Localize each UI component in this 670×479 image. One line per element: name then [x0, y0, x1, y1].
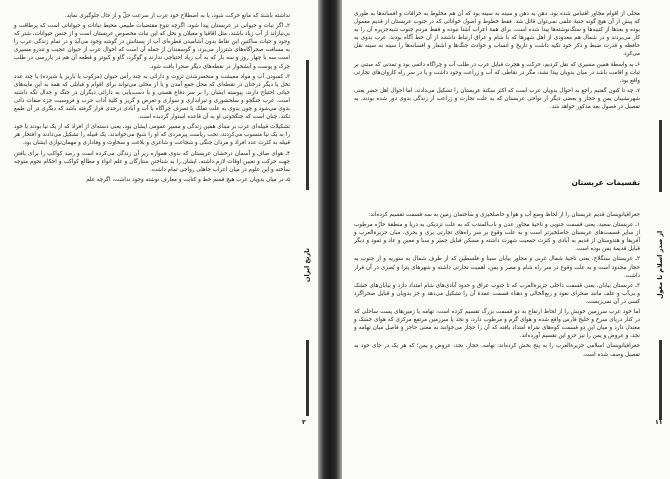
- paragraph: ۶ـ به واسطهٔ همین مسیری که نقل کردیم، حرکت و هجرت قبایل عرب در طلب آب و چراگاه دائمی بود و تمدنی که مبتنی بر ثبات و اقامت باشد در میان بدویان پیدا نشد، مگر در نقاطی که آب و زراعت وجود داشت و یا در سر راه کاروان‌های تجارتی واقع بود.: [354, 61, 640, 84]
- running-head: تاریخ ایران: [303, 248, 311, 282]
- paragraph: تشکیلات قبیله‌ای عرب بر مبنای همین زندگی و مسیر عمومی ایشان بود، یعنی دسته‌ای از افراد که از یک نیا بودند یا خود را به یک نیا منسوب می‌کردند، تحت ریاست پیرمردی که او را شیخ می‌خواندند، یک قبیله را تشکیل می‌دادند و افتخار هر قبیله به کثرت عدد افراد و مردان جنگی و شجاعت و شاعری و بلاغت و سخاوت و وفاداری و مهمان‌نوازی ایشان بود.: [14, 124, 290, 147]
- running-head-rule: [659, 120, 662, 192]
- paragraph: ۳ـ عربستان بیابان، یعنی قسمت داخلی جزیرةالعرب که تا جنوب عراق و حدود آبادی‌های شام امتداد دارد و بیابان‌های خشک و بی‌آب و علف مانند صحرای نفود و ربع‌الخالی و دهناء قسمت عمدهٔ آن را تشکیل می‌دهد و جز بدویان و قبایل صحراگرد کسی در آن نمی‌زیست.: [354, 282, 640, 305]
- page-number: ۱۱: [655, 419, 663, 426]
- right-page-body-mid: [354, 211, 640, 361]
- paragraph: ۳ـ کمبودن آب و مواد معیشت و منحصرشدن ثروت و دارائی به چند رأس حیوان (مرکوب یا باربر یا شیرده) یا چند عدد نخل یا دیگر درختان در نقطه‌ای که محل جمع آمدن و یا از محلی می‌تواند برای اقوام و قبایلی که همه به این مایه‌های حیاتی احتیاج دارند، پیوسته ایشان را بر سر دفاع هستی و یا دست‌یابی به دارائی دیگران در جنگ و جدال نگه داشته است. عرب جنگجو و سلحشوری و تیراندازی و سواری و تعرض و گریز و کلیهٔ آداب حرب و فروسیت جزء صفات ذاتی بدوی می‌شود و چون بدوی به علت تملک یا تصرف چراگاه یا آب و آبادی درحدی قرار گرفته باشد که دیگری در آن طمع نکند، چنان است که جنگجوئی او به آن قاعده استوار گردیده است.: [14, 73, 290, 121]
- paragraph: ۲ـ عربستان سنگلاخ، یعنی ناحیهٔ شمال غربی و مجاور بیابان سینا و فلسطین که از طرف شمال به سوریه و از جنوب به حجاز محدود است و به علت وقوع در سر راه شام و مصر و یمن، اهمیت تجارتی داشته و شهرهای پترا و بُصری در آن قرار داشت.: [354, 256, 640, 279]
- left-page-body: [14, 12, 290, 186]
- paragraph: ۷ـ چه تا کنون گفتیم راجع به احوال بدویان عرب است که اکثر سکنهٔ عربستان را تشکیل می‌دادند، اما احوال اهل حضر یعنی شهرنشینان یمن و حجاز و بعضی دیگر از نواحی عربستان که به علت تجارت و زراعت از زندگی بدوی دور شده بودند، به تفصیل در فصول بعد مذکور خواهد شد.: [354, 87, 640, 111]
- running-head-rule: [306, 340, 309, 416]
- left-page: [0, 0, 318, 479]
- paragraph: ۵ـ در میان بدویان عرب هیچ قسم خط و کتابت و معارف نوشته وجود نداشت، اگرچه علم: [86, 176, 290, 183]
- book-spine: [318, 0, 342, 479]
- running-head: از صدر اسلام تا مغول: [656, 230, 664, 300]
- section-heading: تقسیمات عربستان: [571, 178, 640, 187]
- running-head-rule: [659, 340, 662, 420]
- page-number: ۲: [302, 419, 306, 426]
- paragraph: ۴ـ هوای صاف و آسمان درخشان عربستان که بدوی همواره زیر آن زندگی می‌کرده است و رصد کواکب را برای یافتن جهت حرکت و تعیین اوقات لازم داشته، ایشان را به شناختن ستارگان و علم انواء و مطالع کواکب و احکام نجوم متوجه ساخته و این علوم در میان اعراب جاهلی رواجی تمام داشت.: [14, 150, 290, 173]
- right-page: [342, 0, 670, 479]
- paragraph: جغرافیانویسان قدیم عربستان را از لحاظ وضع آب و هوا و حاصلخیزی و ساختمان زمین به سه قسمت تقسیم کرده‌اند:: [368, 212, 640, 218]
- right-page-body-top: [354, 10, 640, 113]
- paragraph: محلی از اقوام مجاور اقتباس شده بود، دهن به دهن و سینه به سینه بود که آن هم مخلوط به خرافات و افسانه‌ها به طوری که پیش از آن هیچ گونه جنبهٔ علمی نمی‌توان قائل شد. فقط خطوط و اصول خوانائی که در جنوب عربستان از قدیم معمول بوده و بعدها از کتیبه‌ها و سنگ‌نوشته‌ها پیدا شده است، برای همهٔ اعراب آشنا نبوده و فقط مردم جنوب شبه‌جزیره آن را به کار می‌بردند و در شمال هم معدودی از اهل شهرها که با شام و عراق ارتباط داشتند از آن خط آگاه بودند. عرب بدوی به حافظه و قدرت ضبط و ذکر خود تکیه داشت و تاریخ و انساب و حوادث جنگ‌ها و اشعار و افسانه‌ها را سینه به سینه نقل می‌کرد.: [354, 11, 640, 58]
- paragraph: ۱ـ عربستان سعید، یعنی قسمت جنوبی و ناحیهٔ مجاور عدن و باب‌المندب که به علت نزدیکی به دریا و منطقهٔ حارّه مرطوب از سایر قسمت‌های عربستان حاصلخیزتر است و به علت وقوع بر سر راه‌های تجارتی بری و بحری، میان جزیرةالعرب و آفریقا و هندوستان از قدیم به آبادی و کثرت جمعیت شهرت داشته و مسکن قبایل حِمیَر و سبا و معین و عاد و ثمود و دیگر قبایل قدیمهٔ یمن بوده است.: [354, 222, 640, 253]
- paragraph: اما خود عرب سرزمین خویش را از لحاظ ارتفاع به دو قسمت بزرگ تقسیم کرده است: تهامه یا زمین‌های پست ساحلی که در کنار دریای سرخ و خلیج فارس واقع شده و هوای گرم و مرطوب دارد، و نجد یا سرزمین مرتفع مرکزی که هوای خشک و معتدل دارد و میان این دو قسمت کوه‌های سَراة امتداد یافته که آن را حجاز می‌خوانند به معنی حاجز و فاصل میان تهامه و نجد، و عروض و یمن را نیز جزو این تقسیم آورده‌اند.: [354, 309, 640, 340]
- paragraph: جغرافیانویسان اسلامی جزیرةالعرب را به پنج بخش کرده‌اند: تهامه، حجاز، نجد، عروض و یمن؛ که هر یک در جای خود به تفصیل وصف شده است.: [354, 343, 640, 358]
- running-head-rule: [306, 60, 309, 190]
- paragraph: نداشته باشند که مانع حرکت شود، یا به اصطلاح خود عرب از سرعت حلّ و از حال جلوگیری نماید.: [64, 13, 290, 19]
- paragraph: ۲ـ اگر نبات و حیوانی در عربستان پیدا شود، اگرچه تنوع مقتضیات طبیعی محیط نباتات و حیواناتی است که پرطاقت و بی‌نیازاند از آب زیاد باشند، مثل اقاقیا و مغیلان و نخل که این نبات مخصوص عربستان است و از جنس حیوانات، شتر که وجود و حیات ساکنین این نقاط بدون آشامیدن قطره‌ای آب از پستانش در گوشه وجود می‌آید و در تمام زندگی عرب را به مسافت صحراگاه‌های شترزار می‌برد، و گوسفندان از جمله آن است که احوال عرب از حیوان عجیب و تندرو مسیری است سه یا چهار روز و سه بار که به آب زیاد احتیاجی ندارند و گوگرد، گاو و کبوتر و قطعه آن هم در بازرسی در طلب چرک و پوست و آبشخوار در نقطه‌های دیگر صحرا یافت شود.: [14, 23, 290, 70]
